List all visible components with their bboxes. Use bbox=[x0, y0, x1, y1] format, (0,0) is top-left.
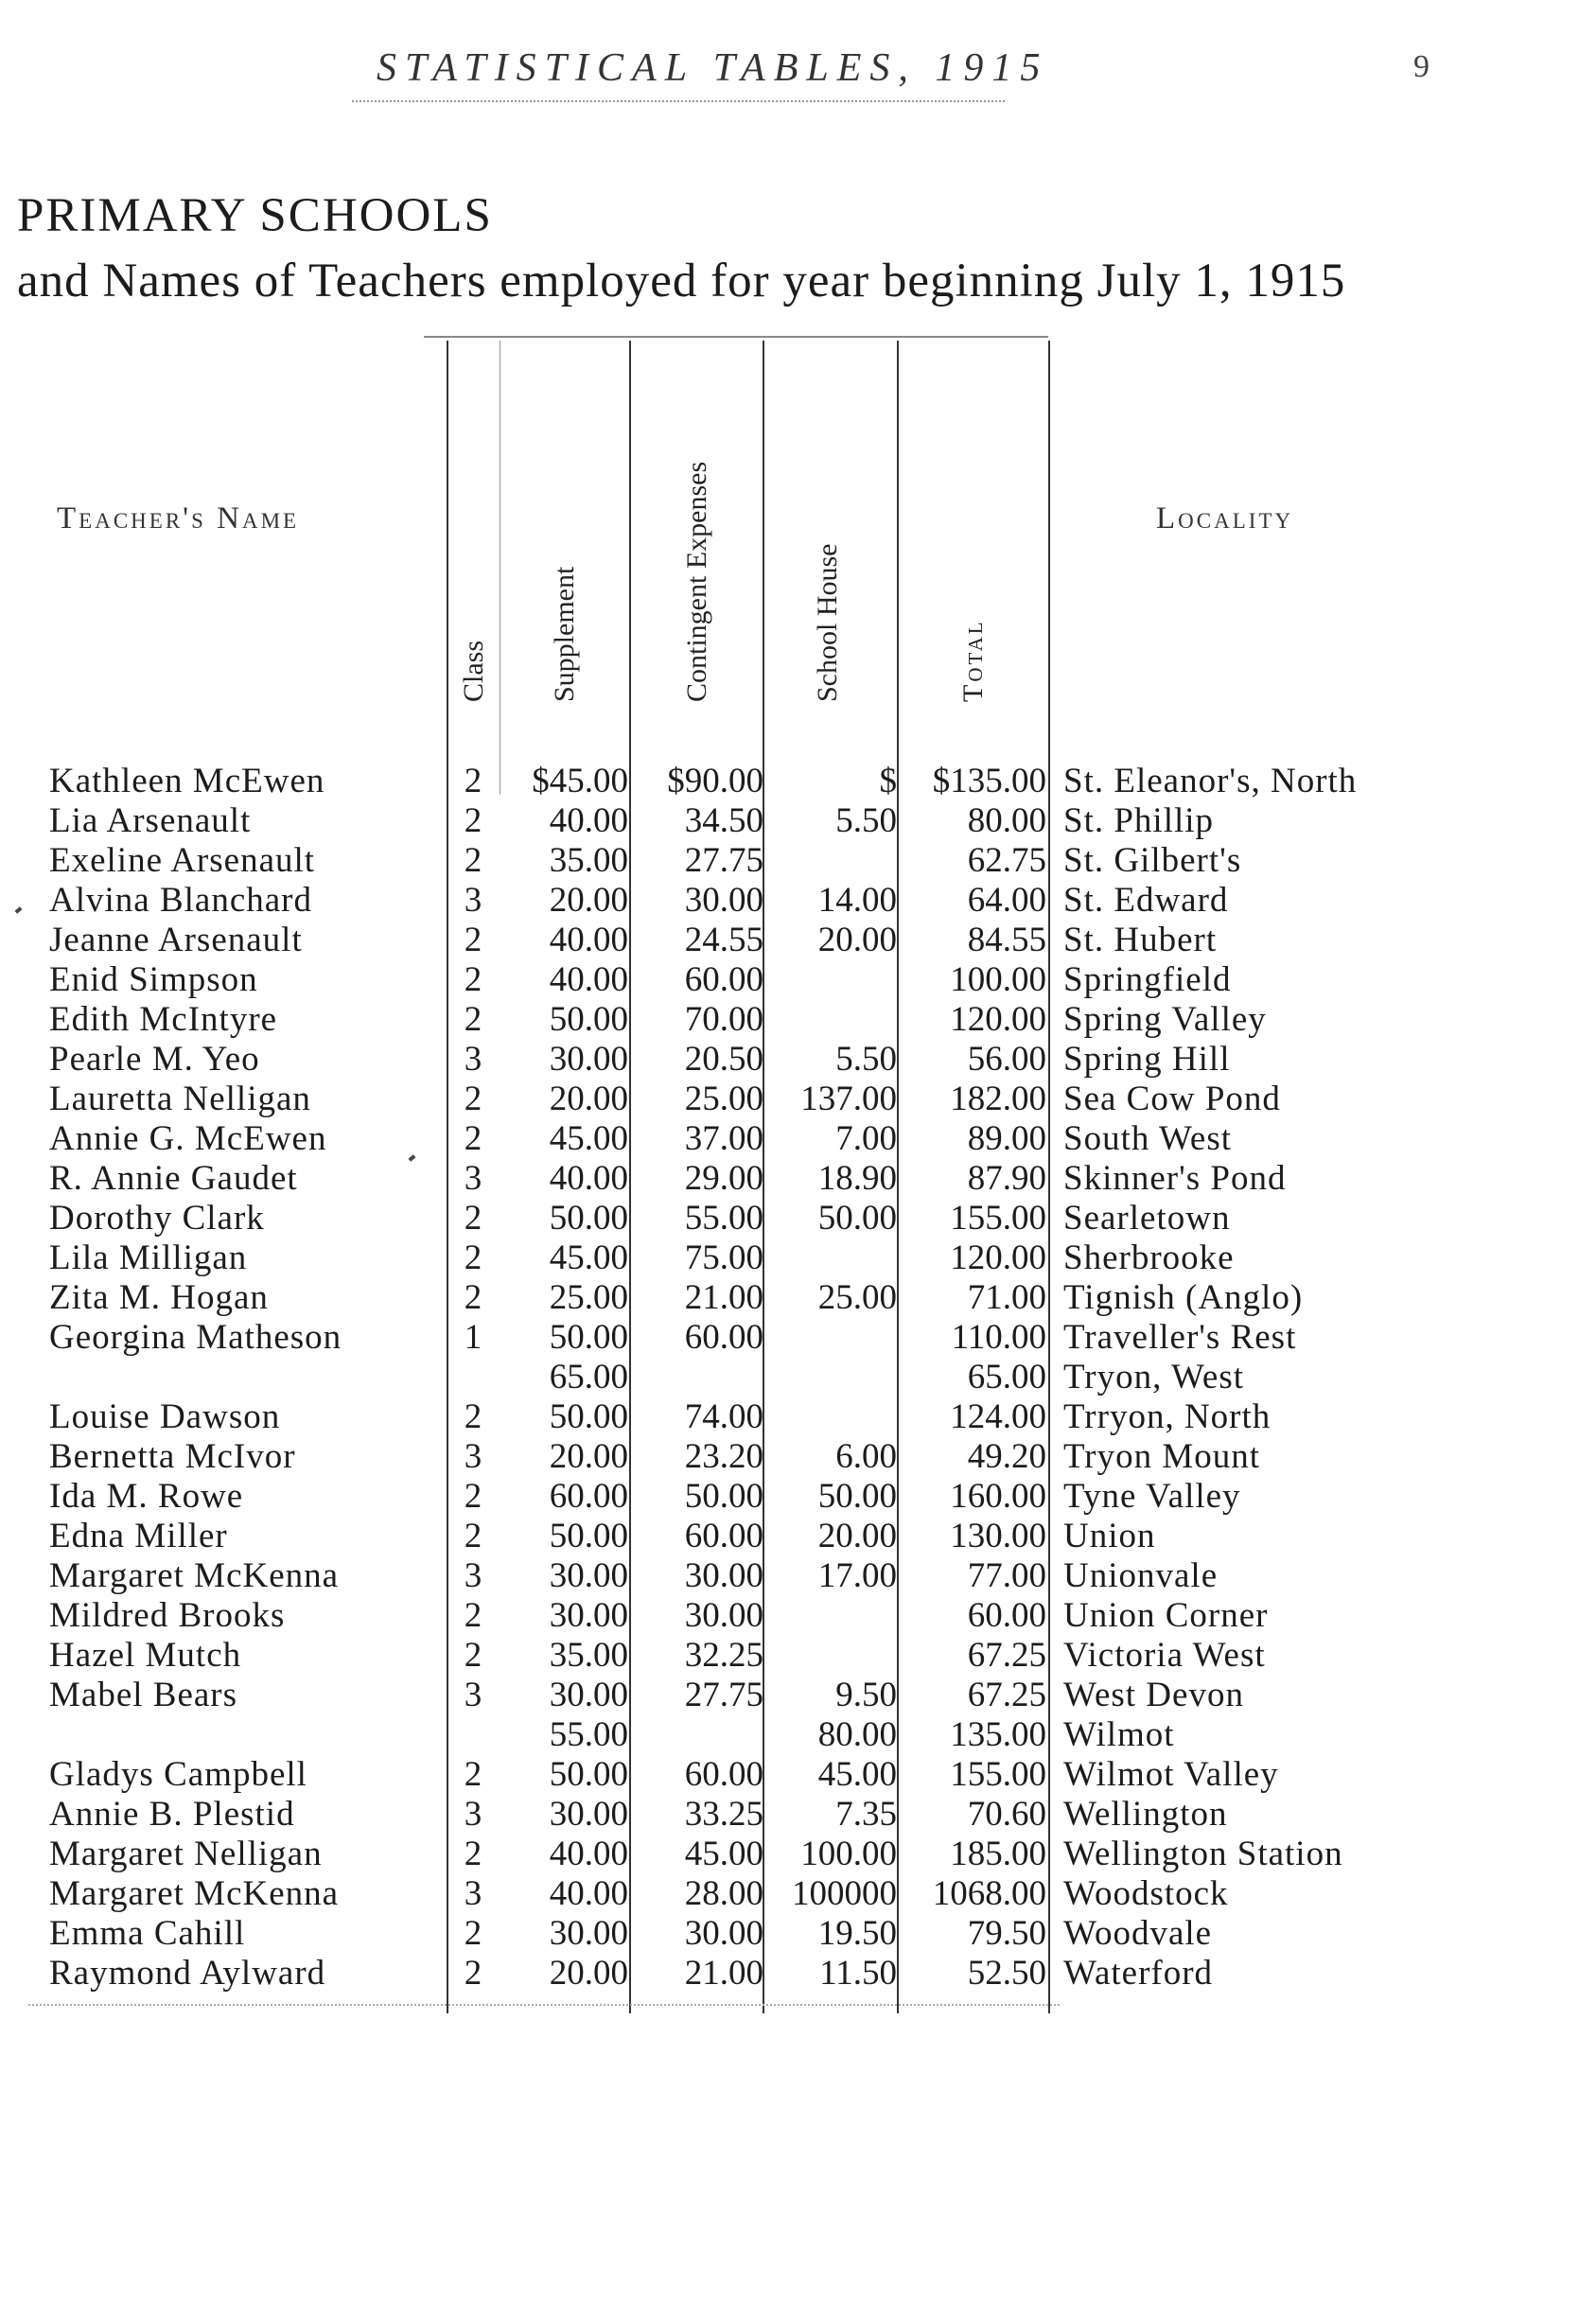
total-cell: 67.25 bbox=[967, 1636, 1046, 1675]
contingent-expenses-cell: 37.00 bbox=[684, 1119, 763, 1158]
teacher-name-cell: Georgina Matheson bbox=[49, 1318, 342, 1357]
locality-cell: St. Edward bbox=[1063, 881, 1229, 920]
supplement-cell: 50.00 bbox=[549, 1397, 628, 1436]
running-title: STATISTICAL TABLES, 1915 bbox=[377, 46, 1049, 90]
header-locality: Locality bbox=[1156, 501, 1294, 536]
table-bottom-rule bbox=[28, 2004, 1060, 2006]
total-cell: 155.00 bbox=[950, 1755, 1046, 1794]
locality-cell: Searletown bbox=[1063, 1199, 1231, 1238]
supplement-cell: 30.00 bbox=[549, 1795, 628, 1834]
supplement-cell: 20.00 bbox=[549, 1080, 628, 1118]
table-row bbox=[0, 1000, 1596, 1040]
contingent-expenses-cell: 30.00 bbox=[684, 881, 763, 920]
class-cell: 2 bbox=[464, 960, 482, 999]
contingent-expenses-cell: 29.00 bbox=[684, 1159, 763, 1198]
table-row bbox=[0, 1318, 1596, 1358]
contingent-expenses-cell: 32.25 bbox=[684, 1636, 763, 1675]
supplement-cell: 20.00 bbox=[549, 1437, 628, 1476]
teacher-name-cell: Margaret McKenna bbox=[49, 1874, 340, 1913]
total-cell: 84.55 bbox=[967, 921, 1046, 959]
locality-cell: Trryon, North bbox=[1063, 1397, 1272, 1436]
school-house-cell: 19.50 bbox=[817, 1914, 897, 1953]
table-row bbox=[0, 1397, 1596, 1437]
total-cell: 77.00 bbox=[967, 1556, 1046, 1595]
supplement-cell: 30.00 bbox=[549, 1596, 628, 1635]
table-row bbox=[0, 1835, 1596, 1874]
total-cell: 70.60 bbox=[967, 1795, 1046, 1834]
teacher-name-cell: Lila Milligan bbox=[49, 1238, 248, 1277]
total-cell: 49.20 bbox=[967, 1437, 1046, 1476]
contingent-expenses-cell: 23.20 bbox=[684, 1437, 763, 1476]
school-house-cell: 7.35 bbox=[835, 1795, 897, 1834]
class-cell: 2 bbox=[464, 801, 482, 840]
page-title: PRIMARY SCHOOLS bbox=[17, 189, 493, 242]
class-cell: 2 bbox=[464, 1000, 482, 1039]
school-house-cell: 9.50 bbox=[835, 1676, 897, 1714]
teacher-name-cell: Ida M. Rowe bbox=[49, 1477, 244, 1516]
school-house-cell: 14.00 bbox=[817, 881, 897, 920]
class-cell: 1 bbox=[464, 1318, 482, 1357]
total-cell: 130.00 bbox=[950, 1517, 1046, 1555]
locality-cell: Wellington bbox=[1063, 1795, 1228, 1834]
total-cell: 67.25 bbox=[967, 1676, 1046, 1714]
table-row bbox=[0, 960, 1596, 1000]
table-row bbox=[0, 1358, 1596, 1397]
teacher-name-cell: Mabel Bears bbox=[49, 1676, 238, 1714]
teacher-name-cell: Edna Miller bbox=[49, 1517, 228, 1555]
title-block bbox=[17, 187, 1531, 318]
class-cell: 2 bbox=[464, 921, 482, 959]
table-top-rule bbox=[424, 336, 1048, 338]
contingent-expenses-cell: 50.00 bbox=[684, 1477, 763, 1516]
class-cell: 2 bbox=[464, 1596, 482, 1635]
class-cell: 3 bbox=[464, 1159, 482, 1198]
supplement-cell: 20.00 bbox=[549, 1954, 628, 1993]
locality-cell: Sherbrooke bbox=[1063, 1238, 1235, 1277]
table-row bbox=[0, 1874, 1596, 1914]
table-row bbox=[0, 1080, 1596, 1119]
class-cell: 2 bbox=[464, 1636, 482, 1675]
contingent-expenses-cell: 24.55 bbox=[684, 921, 763, 959]
locality-cell: Traveller's Rest bbox=[1063, 1318, 1297, 1357]
locality-cell: Tryon Mount bbox=[1063, 1437, 1261, 1476]
teacher-name-cell: Annie B. Plestid bbox=[49, 1795, 295, 1834]
teacher-name-cell: Louise Dawson bbox=[49, 1397, 281, 1436]
school-house-cell: 5.50 bbox=[835, 1040, 897, 1079]
table-row bbox=[0, 1040, 1596, 1080]
locality-cell: Woodstock bbox=[1063, 1874, 1229, 1913]
teacher-name-cell: Alvina Blanchard bbox=[49, 881, 312, 920]
total-cell: 100.00 bbox=[950, 960, 1046, 999]
contingent-expenses-cell: $90.00 bbox=[667, 762, 763, 800]
supplement-cell: 40.00 bbox=[549, 960, 628, 999]
locality-cell: Springfield bbox=[1063, 960, 1232, 999]
locality-cell: St. Eleanor's, North bbox=[1063, 762, 1358, 800]
contingent-expenses-cell: 20.50 bbox=[684, 1040, 763, 1079]
table-row bbox=[0, 1437, 1596, 1477]
teacher-name-cell: Kathleen McEwen bbox=[49, 762, 325, 800]
supplement-cell: 55.00 bbox=[549, 1715, 628, 1754]
contingent-expenses-cell: 25.00 bbox=[684, 1080, 763, 1118]
teacher-name-cell: Dorothy Clark bbox=[49, 1199, 265, 1238]
locality-cell: Tryon, West bbox=[1063, 1358, 1245, 1396]
table-row bbox=[0, 1556, 1596, 1596]
locality-cell: Woodvale bbox=[1063, 1914, 1213, 1953]
class-cell: 2 bbox=[464, 762, 482, 800]
total-cell: 1068.00 bbox=[932, 1874, 1046, 1913]
table-row bbox=[0, 762, 1596, 801]
header-class: Class bbox=[458, 640, 489, 702]
page-number: 9 bbox=[1413, 49, 1429, 84]
page-subtitle: and Names of Teachers employed for year beginning July 1, 1915 bbox=[17, 255, 1346, 307]
supplement-cell: 30.00 bbox=[549, 1676, 628, 1714]
locality-cell: Skinner's Pond bbox=[1063, 1159, 1287, 1198]
locality-cell: Victoria West bbox=[1063, 1636, 1266, 1675]
contingent-expenses-cell: 21.00 bbox=[684, 1278, 763, 1317]
contingent-expenses-cell: 45.00 bbox=[684, 1835, 763, 1873]
contingent-expenses-cell: 28.00 bbox=[684, 1874, 763, 1913]
class-cell: 2 bbox=[464, 1080, 482, 1118]
teacher-name-cell: Hazel Mutch bbox=[49, 1636, 242, 1675]
supplement-cell: 30.00 bbox=[549, 1040, 628, 1079]
locality-cell: Tyne Valley bbox=[1063, 1477, 1241, 1516]
total-cell: 56.00 bbox=[967, 1040, 1046, 1079]
teacher-name-cell: R. Annie Gaudet bbox=[49, 1159, 298, 1198]
class-cell: 3 bbox=[464, 1874, 482, 1913]
class-cell: 3 bbox=[464, 1556, 482, 1595]
table-row bbox=[0, 881, 1596, 921]
contingent-expenses-cell: 75.00 bbox=[684, 1238, 763, 1277]
school-house-cell: 20.00 bbox=[817, 921, 897, 959]
header-contingent-expenses: Contingent Expenses bbox=[681, 461, 712, 702]
class-cell: 2 bbox=[464, 1278, 482, 1317]
supplement-cell: 40.00 bbox=[549, 1874, 628, 1913]
class-cell: 2 bbox=[464, 1835, 482, 1873]
class-cell: 3 bbox=[464, 1040, 482, 1079]
school-house-cell: 100000 bbox=[792, 1874, 897, 1913]
teacher-name-cell: Pearle M. Yeo bbox=[49, 1040, 260, 1079]
contingent-expenses-cell: 60.00 bbox=[684, 1755, 763, 1794]
total-cell: 71.00 bbox=[967, 1278, 1046, 1317]
contingent-expenses-cell: 27.75 bbox=[684, 841, 763, 880]
school-house-cell: $ bbox=[879, 762, 897, 800]
teachers-table bbox=[0, 322, 1596, 2025]
contingent-expenses-cell: 74.00 bbox=[684, 1397, 763, 1436]
locality-cell: Union Corner bbox=[1063, 1596, 1269, 1635]
teacher-name-cell: Mildred Brooks bbox=[49, 1596, 286, 1635]
table-row bbox=[0, 921, 1596, 960]
supplement-cell: 40.00 bbox=[549, 1835, 628, 1873]
school-house-cell: 20.00 bbox=[817, 1517, 897, 1555]
class-cell: 2 bbox=[464, 1238, 482, 1277]
school-house-cell: 50.00 bbox=[817, 1477, 897, 1516]
teacher-name-cell: Jeanne Arsenault bbox=[49, 921, 303, 959]
table-row bbox=[0, 841, 1596, 881]
header-rule bbox=[352, 100, 1005, 102]
total-cell: 89.00 bbox=[967, 1119, 1046, 1158]
contingent-expenses-cell: 70.00 bbox=[684, 1000, 763, 1039]
class-cell: 2 bbox=[464, 1954, 482, 1993]
table-row bbox=[0, 801, 1596, 841]
locality-cell: Spring Hill bbox=[1063, 1040, 1231, 1079]
supplement-cell: 50.00 bbox=[549, 1517, 628, 1555]
class-cell: 2 bbox=[464, 1199, 482, 1238]
school-house-cell: 45.00 bbox=[817, 1755, 897, 1794]
locality-cell: Sea Cow Pond bbox=[1063, 1080, 1281, 1118]
locality-cell: St. Phillip bbox=[1063, 801, 1215, 840]
table-row bbox=[0, 1715, 1596, 1755]
supplement-cell: 40.00 bbox=[549, 1159, 628, 1198]
locality-cell: Spring Valley bbox=[1063, 1000, 1267, 1039]
locality-cell: Unionvale bbox=[1063, 1556, 1219, 1595]
total-cell: 65.00 bbox=[967, 1358, 1046, 1396]
class-cell: 2 bbox=[464, 1477, 482, 1516]
class-cell: 2 bbox=[464, 1397, 482, 1436]
header-school-house: School House bbox=[812, 543, 843, 702]
locality-cell: Union bbox=[1063, 1517, 1156, 1555]
teacher-name-cell: Annie G. McEwen bbox=[49, 1119, 327, 1158]
locality-cell: St. Gilbert's bbox=[1063, 841, 1242, 880]
table-body bbox=[0, 762, 1596, 1994]
school-house-cell: 7.00 bbox=[835, 1119, 897, 1158]
teacher-name-cell: Bernetta McIvor bbox=[49, 1437, 296, 1476]
total-cell: 120.00 bbox=[950, 1000, 1046, 1039]
teacher-name-cell: Gladys Campbell bbox=[49, 1755, 307, 1794]
total-cell: 155.00 bbox=[950, 1199, 1046, 1238]
class-cell: 2 bbox=[464, 1119, 482, 1158]
locality-cell: Waterford bbox=[1063, 1954, 1214, 1993]
supplement-cell: 65.00 bbox=[549, 1358, 628, 1396]
supplement-cell: 35.00 bbox=[549, 1636, 628, 1675]
school-house-cell: 137.00 bbox=[800, 1080, 897, 1118]
header-supplement: Supplement bbox=[549, 566, 580, 702]
school-house-cell: 11.50 bbox=[819, 1954, 897, 1993]
contingent-expenses-cell: 60.00 bbox=[684, 1517, 763, 1555]
class-cell: 3 bbox=[464, 881, 482, 920]
total-cell: 80.00 bbox=[967, 801, 1046, 840]
class-cell: 3 bbox=[464, 1795, 482, 1834]
contingent-expenses-cell: 60.00 bbox=[684, 960, 763, 999]
total-cell: 79.50 bbox=[967, 1914, 1046, 1953]
total-cell: 160.00 bbox=[950, 1477, 1046, 1516]
total-cell: 110.00 bbox=[951, 1318, 1046, 1357]
total-cell: 185.00 bbox=[950, 1835, 1046, 1873]
supplement-cell: 30.00 bbox=[549, 1556, 628, 1595]
supplement-cell: 50.00 bbox=[549, 1199, 628, 1238]
teacher-name-cell: Raymond Aylward bbox=[49, 1954, 326, 1993]
contingent-expenses-cell: 30.00 bbox=[684, 1556, 763, 1595]
contingent-expenses-cell: 30.00 bbox=[684, 1914, 763, 1953]
table-row bbox=[0, 1676, 1596, 1715]
supplement-cell: 60.00 bbox=[549, 1477, 628, 1516]
class-cell: 3 bbox=[464, 1676, 482, 1714]
locality-cell: Wellington Station bbox=[1063, 1835, 1343, 1873]
supplement-cell: 45.00 bbox=[549, 1238, 628, 1277]
table-row bbox=[0, 1596, 1596, 1636]
table-row bbox=[0, 1477, 1596, 1517]
locality-cell: Tignish (Anglo) bbox=[1063, 1278, 1304, 1317]
total-cell: 135.00 bbox=[950, 1715, 1046, 1754]
table-row bbox=[0, 1278, 1596, 1318]
supplement-cell: $45.00 bbox=[532, 762, 628, 800]
supplement-cell: 40.00 bbox=[549, 801, 628, 840]
teacher-name-cell: Emma Cahill bbox=[49, 1914, 246, 1953]
contingent-expenses-cell: 33.25 bbox=[684, 1795, 763, 1834]
running-header bbox=[0, 45, 1596, 102]
contingent-expenses-cell: 21.00 bbox=[684, 1954, 763, 1993]
contingent-expenses-cell: 30.00 bbox=[684, 1596, 763, 1635]
table-row bbox=[0, 1517, 1596, 1556]
contingent-expenses-cell: 34.50 bbox=[684, 801, 763, 840]
school-house-cell: 100.00 bbox=[800, 1835, 897, 1873]
school-house-cell: 80.00 bbox=[817, 1715, 897, 1754]
locality-cell: Wilmot bbox=[1063, 1715, 1175, 1754]
class-cell: 2 bbox=[464, 1755, 482, 1794]
table-row bbox=[0, 1119, 1596, 1159]
table-row bbox=[0, 1795, 1596, 1835]
teacher-name-cell: Zita M. Hogan bbox=[49, 1278, 269, 1317]
table-row bbox=[0, 1238, 1596, 1278]
contingent-expenses-cell: 60.00 bbox=[684, 1318, 763, 1357]
locality-cell: St. Hubert bbox=[1063, 921, 1218, 959]
total-cell: 62.75 bbox=[967, 841, 1046, 880]
teacher-name-cell: Enid Simpson bbox=[49, 960, 258, 999]
teacher-name-cell: Margaret Nelligan bbox=[49, 1835, 323, 1873]
school-house-cell: 6.00 bbox=[835, 1437, 897, 1476]
total-cell: $135.00 bbox=[932, 762, 1046, 800]
contingent-expenses-cell: 27.75 bbox=[684, 1676, 763, 1714]
class-cell: 2 bbox=[464, 841, 482, 880]
teacher-name-cell: Lia Arsenault bbox=[49, 801, 252, 840]
class-cell: 3 bbox=[464, 1437, 482, 1476]
total-cell: 60.00 bbox=[967, 1596, 1046, 1635]
supplement-cell: 20.00 bbox=[549, 881, 628, 920]
supplement-cell: 45.00 bbox=[549, 1119, 628, 1158]
locality-cell: Wilmot Valley bbox=[1063, 1755, 1279, 1794]
supplement-cell: 40.00 bbox=[549, 921, 628, 959]
total-cell: 64.00 bbox=[967, 881, 1046, 920]
total-cell: 87.90 bbox=[967, 1159, 1046, 1198]
class-cell: 2 bbox=[464, 1517, 482, 1555]
school-house-cell: 17.00 bbox=[817, 1556, 897, 1595]
table-row bbox=[0, 1755, 1596, 1795]
supplement-cell: 50.00 bbox=[549, 1318, 628, 1357]
teacher-name-cell: Margaret McKenna bbox=[49, 1556, 340, 1595]
table-row bbox=[0, 1954, 1596, 1994]
header-total: Total bbox=[957, 619, 989, 702]
teacher-name-cell: Edith McIntyre bbox=[49, 1000, 278, 1039]
total-cell: 124.00 bbox=[950, 1397, 1046, 1436]
supplement-cell: 30.00 bbox=[549, 1914, 628, 1953]
total-cell: 52.50 bbox=[967, 1954, 1046, 1993]
class-cell: 2 bbox=[464, 1914, 482, 1953]
table-row bbox=[0, 1636, 1596, 1676]
table-row bbox=[0, 1159, 1596, 1199]
table-row bbox=[0, 1199, 1596, 1238]
contingent-expenses-cell: 55.00 bbox=[684, 1199, 763, 1238]
school-house-cell: 25.00 bbox=[817, 1278, 897, 1317]
teacher-name-cell: Exeline Arsenault bbox=[49, 841, 316, 880]
supplement-cell: 35.00 bbox=[549, 841, 628, 880]
locality-cell: West Devon bbox=[1063, 1676, 1244, 1714]
total-cell: 120.00 bbox=[950, 1238, 1046, 1277]
supplement-cell: 50.00 bbox=[549, 1755, 628, 1794]
total-cell: 182.00 bbox=[950, 1080, 1046, 1118]
teacher-name-cell: Lauretta Nelligan bbox=[49, 1080, 311, 1118]
locality-cell: South West bbox=[1063, 1119, 1232, 1158]
header-teacher-name: Teacher's Name bbox=[57, 501, 300, 536]
school-house-cell: 50.00 bbox=[817, 1199, 897, 1238]
supplement-cell: 25.00 bbox=[549, 1278, 628, 1317]
school-house-cell: 5.50 bbox=[835, 801, 897, 840]
table-row bbox=[0, 1914, 1596, 1954]
supplement-cell: 50.00 bbox=[549, 1000, 628, 1039]
school-house-cell: 18.90 bbox=[817, 1159, 897, 1198]
